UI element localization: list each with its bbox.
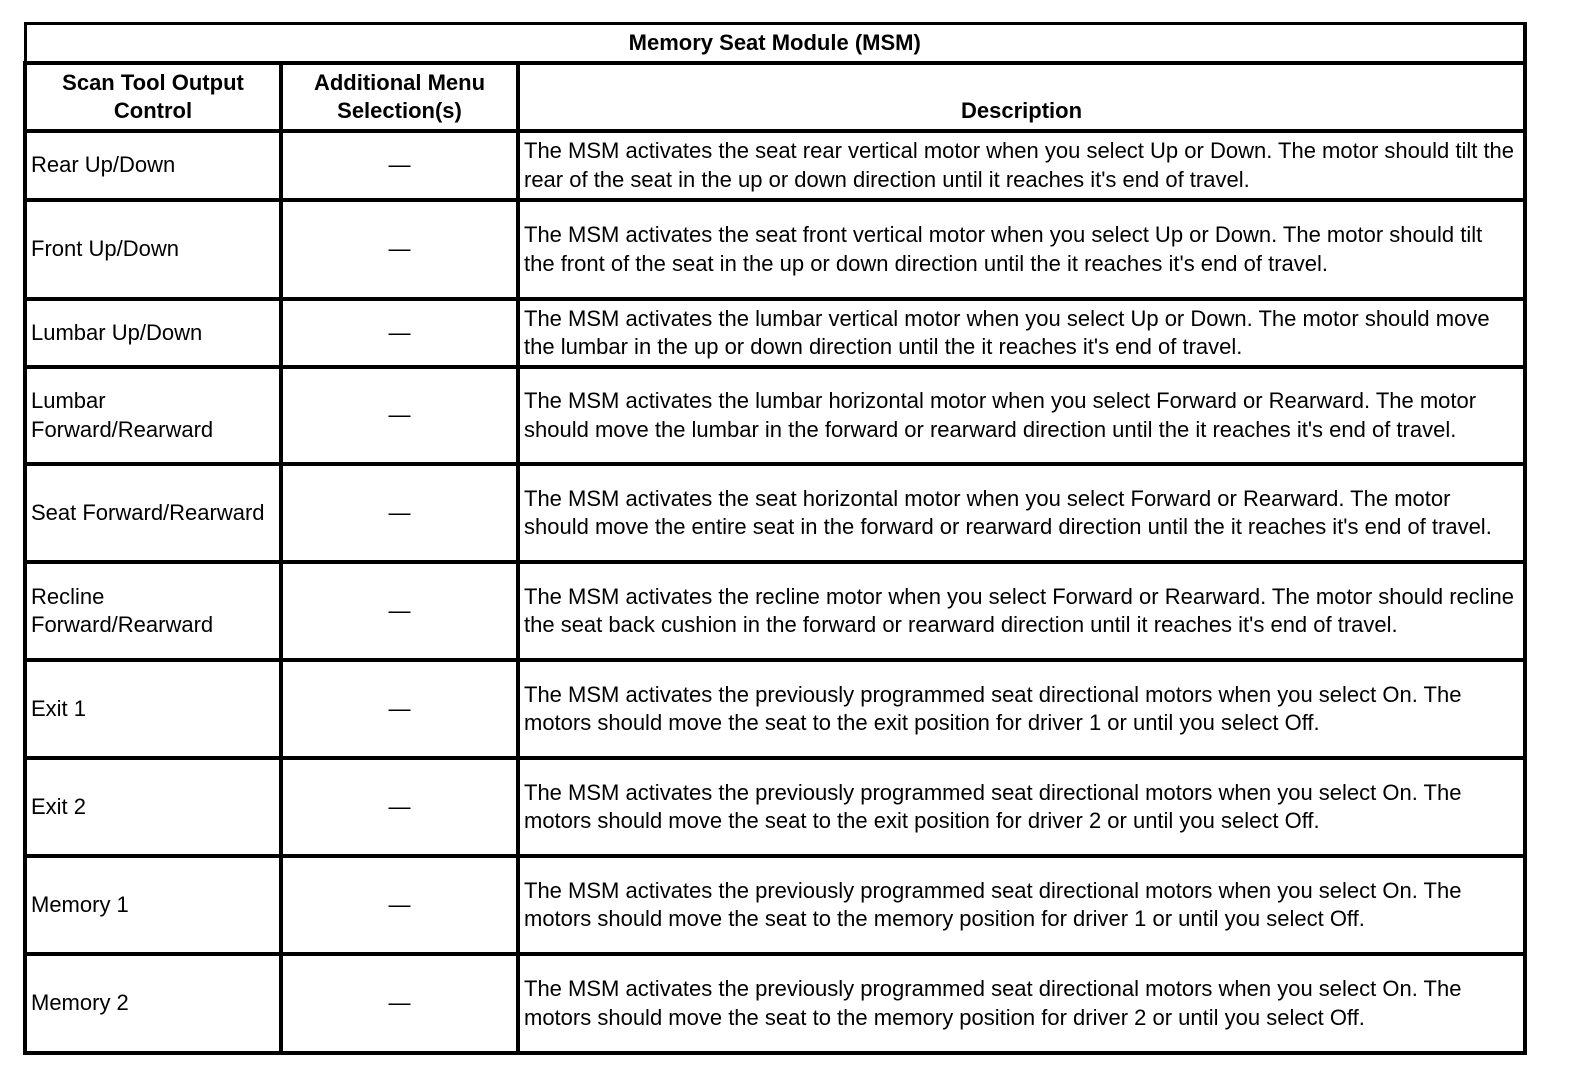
description-cell: The MSM activates the previously programmed seat directional motors when you select On. The motors should move the seat to the exit position for driver 2 or until you select Off.	[518, 758, 1525, 856]
header-control: Scan Tool Output Control	[25, 63, 281, 131]
description-cell: The MSM activates the previously programmed seat directional motors when you select On. The motors should move the seat to the exit position for driver 1 or until you select Off.	[518, 660, 1525, 758]
description-cell: The MSM activates the previously programmed seat directional motors when you select On. The motors should move the seat to the memory position for driver 2 or until you select Off.	[518, 954, 1525, 1053]
menu-cell: —	[281, 464, 518, 562]
control-cell: Front Up/Down	[25, 200, 281, 299]
header-description: Description	[518, 63, 1525, 131]
table-row	[25, 131, 1525, 200]
description-cell: The MSM activates the seat front vertical motor when you select Up or Down. The motor should tilt the front of the seat in the up or down direction until the it reaches it's end of travel.	[518, 200, 1525, 299]
menu-cell: —	[281, 200, 518, 299]
header-menu: Additional Menu Selection(s)	[281, 63, 518, 131]
menu-cell: —	[281, 367, 518, 464]
table-row	[25, 954, 1525, 1053]
menu-cell: —	[281, 131, 518, 200]
control-cell: Memory 2	[25, 954, 281, 1053]
table-row	[25, 758, 1525, 856]
description-cell: The MSM activates the lumbar horizontal motor when you select Forward or Rearward. The motor should move the lumbar in the forward or rearward direction until the it reaches it's end of travel.	[518, 367, 1525, 464]
table-row	[25, 299, 1525, 367]
control-cell: Seat Forward/Rearward	[25, 464, 281, 562]
table-row	[25, 200, 1525, 299]
msm-output-control-table	[23, 22, 1527, 1055]
table-row	[25, 367, 1525, 464]
description-cell: The MSM activates the seat horizontal motor when you select Forward or Rearward. The motor should move the entire seat in the forward or rearward direction until the it reaches it's end of travel.	[518, 464, 1525, 562]
description-cell: The MSM activates the lumbar vertical motor when you select Up or Down. The motor should move the lumbar in the up or down direction until the it reaches it's end of travel.	[518, 299, 1525, 367]
table-title-row	[25, 24, 1525, 64]
menu-cell: —	[281, 660, 518, 758]
menu-cell: —	[281, 562, 518, 660]
control-cell: Recline Forward/Rearward	[25, 562, 281, 660]
control-cell: Exit 2	[25, 758, 281, 856]
description-cell: The MSM activates the seat rear vertical motor when you select Up or Down. The motor should tilt the rear of the seat in the up or down direction until it reaches it's end of travel.	[518, 131, 1525, 200]
control-cell: Lumbar Forward/Rearward	[25, 367, 281, 464]
menu-cell: —	[281, 758, 518, 856]
table-header-row	[25, 63, 1525, 131]
table-row	[25, 856, 1525, 954]
table-row	[25, 562, 1525, 660]
control-cell: Memory 1	[25, 856, 281, 954]
table-row	[25, 464, 1525, 562]
control-cell: Lumbar Up/Down	[25, 299, 281, 367]
menu-cell: —	[281, 954, 518, 1053]
description-cell: The MSM activates the previously programmed seat directional motors when you select On. The motors should move the seat to the memory position for driver 1 or until you select Off.	[518, 856, 1525, 954]
table-title: Memory Seat Module (MSM)	[25, 24, 1525, 64]
description-cell: The MSM activates the recline motor when you select Forward or Rearward. The motor should recline the seat back cushion in the forward or rearward direction until it reaches it's end of travel.	[518, 562, 1525, 660]
table-row	[25, 660, 1525, 758]
control-cell: Rear Up/Down	[25, 131, 281, 200]
control-cell: Exit 1	[25, 660, 281, 758]
menu-cell: —	[281, 299, 518, 367]
menu-cell: —	[281, 856, 518, 954]
